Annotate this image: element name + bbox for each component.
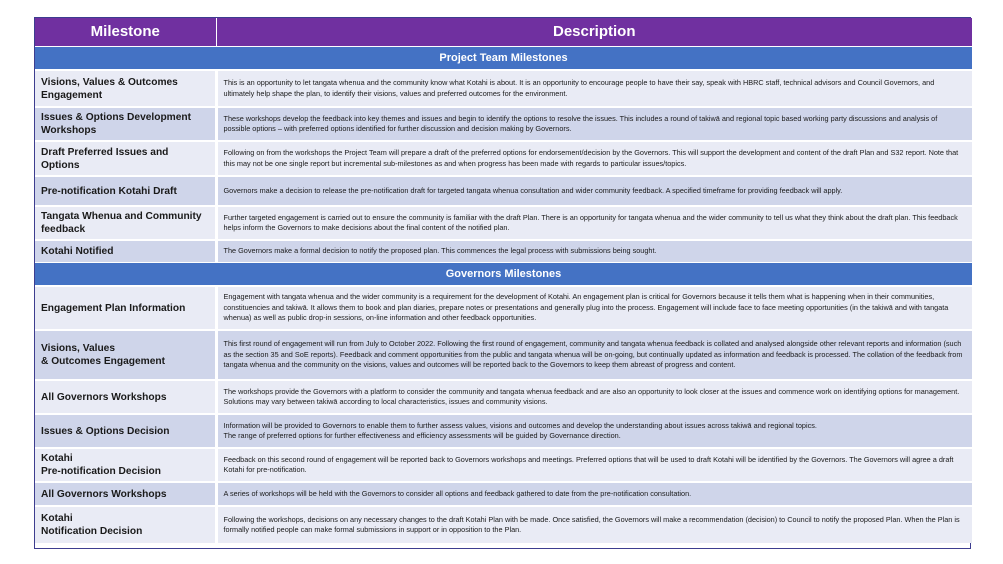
milestones-table-frame [34, 17, 971, 549]
table-row [35, 206, 972, 240]
section-row-project-team [35, 46, 972, 70]
description-cell: Governors make a decision to release the pre-notification draft for targeted tangata whenua consultation and wider community feedback. A specified timeframe for providing feedback will apply. [216, 176, 972, 206]
milestone-cell: All Governors Workshops [35, 380, 216, 414]
milestone-cell: Visions, Values & Outcomes Engagement [35, 70, 216, 107]
description-cell: Feedback on this second round of engagement will be reported back to Governors workshops and meetings. Preferred options that will be used to draft Kotahi will be identified by the Governors. The Governors will agree a draft Kotahi for pre-notification. [216, 448, 972, 482]
milestone-cell: Visions, Values & Outcomes Engagement [35, 330, 216, 380]
milestone-cell: Kotahi Notified [35, 240, 216, 262]
description-cell: Following the workshops, decisions on any necessary changes to the draft Kotahi Plan with be made. Once satisfied, the Governors will make a recommendation (decision) to Council to notify the proposed Plan. When the Plan is formally notified people can make formal submissions in support or in opposition to the Plan. [216, 506, 972, 543]
description-cell: This first round of engagement will run from July to October 2022. Following the first round of engagement, community and tangata whenua feedback is collated and analysed alongside other relevant reports and information (such as the section 35 and SoE reports). Feedback and comment opportunities from the public and tangata whenua will be on-going, but continually updated as information and feedback is processed. The collation of the feedback from tangata whenua and the community on the visions, values and outcomes will be reported back to the Governors to keep them abreast of progress and content. [216, 330, 972, 380]
description-cell: A series of workshops will be held with the Governors to consider all options and feedback gathered to date from the pre-notification consultation. [216, 482, 972, 506]
table-row [35, 286, 972, 330]
milestone-cell: Draft Preferred Issues and Options [35, 141, 216, 176]
section-title: Governors Milestones [35, 262, 972, 286]
table-header-row [35, 18, 972, 46]
description-cell: Following on from the workshops the Project Team will prepare a draft of the preferred options for endorsement/decision by the Governors. This will support the development and content of the draft Plan and S32 report. Note that this may not be one single report but incremental sub-milestones as and when progress has been made with regards to particular issues/topics. [216, 141, 972, 176]
table-row [35, 380, 972, 414]
milestone-cell: Kotahi Notification Decision [35, 506, 216, 543]
table-row [35, 70, 972, 107]
description-cell: The Governors make a formal decision to notify the proposed plan. This commences the legal process with submissions being sought. [216, 240, 972, 262]
table-row [35, 141, 972, 176]
milestone-cell: Tangata Whenua and Community feedback [35, 206, 216, 240]
table-row [35, 448, 972, 482]
table-row [35, 482, 972, 506]
table-row [35, 330, 972, 380]
milestone-cell: All Governors Workshops [35, 482, 216, 506]
description-cell: This is an opportunity to let tangata whenua and the community know what Kotahi is about. It is an opportunity to encourage people to have their say, speak with HBRC staff, technical advisors and Council Governors, and ultimately help shape the plan, to identify their visions, values and preferred outcomes for the environment. [216, 70, 972, 107]
table-row [35, 414, 972, 448]
milestone-cell: Issues & Options Development Workshops [35, 107, 216, 141]
table-row [35, 506, 972, 543]
milestones-table [35, 18, 972, 543]
milestone-cell: Kotahi Pre-notification Decision [35, 448, 216, 482]
section-row-governors [35, 262, 972, 286]
milestone-column-header: Milestone [35, 18, 216, 46]
description-column-header: Description [216, 18, 972, 46]
table-row [35, 107, 972, 141]
milestone-cell: Engagement Plan Information [35, 286, 216, 330]
table-row [35, 176, 972, 206]
milestone-cell: Pre-notification Kotahi Draft [35, 176, 216, 206]
description-cell: These workshops develop the feedback into key themes and issues and begin to identify the options to resolve the issues. This includes a round of takiwā and regional topic based working party discussions and analysis of possible options – with preferred options identified for further discussion and decision making by Governors. [216, 107, 972, 141]
description-cell: Further targeted engagement is carried out to ensure the community is familiar with the draft Plan. There is an opportunity for tangata whenua and the wider community to tell us what they think about the draft plan. This feedback helps inform the Governors to make decisions about the final content of the notified plan. [216, 206, 972, 240]
table-row [35, 240, 972, 262]
description-cell: Engagement with tangata whenua and the wider community is a requirement for the development of Kotahi. An engagement plan is critical for Governors because it tells them what is happening when in their communities, constituencies and takiwā. It allows them to book and plan diaries, prepare notes or presentations and generally plug into the process. Engagement will include face to face meeting opportunities (in the takiwā and with tangata whenua) as well as public drop-in sessions, on-line information and other feedback opportunities. [216, 286, 972, 330]
milestone-cell: Issues & Options Decision [35, 414, 216, 448]
section-title: Project Team Milestones [35, 46, 972, 70]
description-cell: Information will be provided to Governors to enable them to further assess values, visions and outcomes and develop the understanding about issues across takiwā and regional topics. The range of preferred options for further effectiveness and efficiency assessments will be guided by Governance direction. [216, 414, 972, 448]
description-cell: The workshops provide the Governors with a platform to consider the community and tangata whenua feedback and are also an opportunity to look closer at the issues and commence work on identifying options for management. Solutions may vary between takiwā according to local characteristics, issues and community visions. [216, 380, 972, 414]
